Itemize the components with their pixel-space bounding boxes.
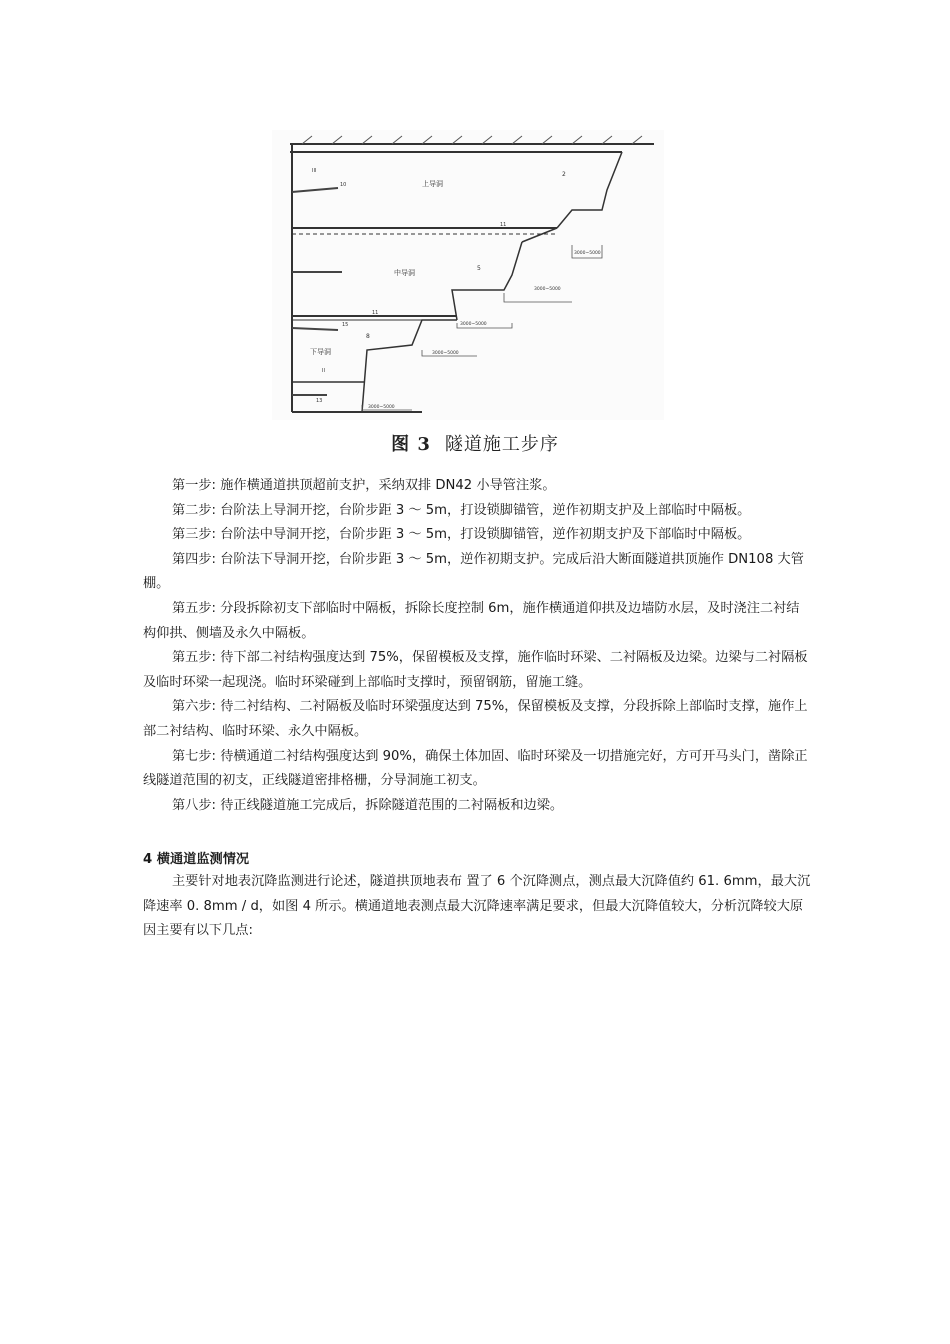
label-roman-13: 13	[316, 398, 323, 404]
tunnel-drawing	[272, 130, 664, 420]
step-paragraph: 第一步: 施作横通道拱顶超前支护，采纳双排 DN42 小导管注浆。	[172, 478, 556, 493]
figure-number: 图 3	[391, 434, 431, 455]
label-roman-10: 10	[340, 182, 347, 188]
dim-label-3: 3000~5000	[460, 322, 487, 327]
construction-steps	[143, 474, 811, 818]
label-roman-11a: 11	[500, 222, 507, 228]
label-step-2: 2	[562, 171, 566, 178]
figure-title: 隧道施工步序	[444, 434, 559, 455]
label-roman-ii: II	[322, 368, 325, 374]
figure-caption	[0, 430, 950, 456]
label-middle-heading: 中导洞	[394, 269, 415, 277]
tunnel-construction-figure	[272, 130, 664, 420]
dim-label-4: 3000~5000	[432, 351, 459, 356]
monitoring-section	[143, 870, 811, 944]
step-paragraph: 第四步: 台阶法下导洞开挖，台阶步距 3 ～ 5m，逆作初期支护。完成后沿大断面隧道拱顶施作 DN108 大管棚。	[143, 551, 804, 592]
dim-label-5: 3000~5000	[368, 405, 395, 410]
step-paragraph: 第八步: 待正线隧道施工完成后，拆除隧道范围的二衬隔板和边梁。	[172, 797, 564, 813]
step-paragraph: 第五步: 分段拆除初支下部临时中隔板，拆除长度控制 6m，施作横通道仰拱及边墙防水层，及时浇注二衬结构仰拱、侧墙及永久中隔板。	[143, 600, 800, 641]
label-upper-heading: 上导洞	[422, 180, 443, 188]
label-roman-11b: 11	[372, 310, 379, 316]
step-paragraph: 第二步: 台阶法上导洞开挖，台阶步距 3 ～ 5m，打设锁脚锚管，逆作初期支护及上部临时中隔板。	[172, 502, 751, 518]
step-paragraph: 第七步: 待横通道二衬结构强度达到 90%，确保土体加固、临时环梁及一切措施完好，方可开马头门，凿除正线隧道范围的初支，正线隧道密排格栅，分导洞施工初支。	[143, 748, 808, 789]
label-step-5: 5	[477, 265, 481, 272]
monitoring-paragraph: 主要针对地表沉降监测进行论述，隧道拱顶地表布 置了 6 个沉降测点，测点最大沉降值约 61. 6mm，最大沉降速率 0. 8mm / d，如图 4 所示。横通道地表测点最大沉降速率满足要求，但最大沉降值较大，分析沉降较大原因主要有以下几点:	[143, 874, 811, 939]
step-paragraph: 第五步: 待下部二衬结构强度达到 75%，保留模板及支撑，施作临时环梁、二衬隔板及边梁。边梁与二衬隔板及临时环梁一起现浇。临时环梁碰到上部临时支撑时，预留钢筋，留施工缝。	[143, 650, 808, 690]
step-paragraph: 第三步: 台阶法中导洞开挖，台阶步距 3 ～ 5m，打设锁脚锚管，逆作初期支护及下部临时中隔板。	[172, 527, 751, 543]
dim-label-1: 3000~5000	[574, 251, 601, 256]
step-paragraph: 第六步: 待二衬结构、二衬隔板及临时环梁强度达到 75%，保留模板及支撑，分段拆除上部临时支撑，施作上部二衬结构、临时环梁、永久中隔板。	[143, 699, 808, 739]
label-lower-heading: 下导洞	[310, 348, 331, 356]
label-roman-15: 15	[342, 322, 349, 328]
dim-label-2: 3000~5000	[534, 287, 561, 292]
section-heading: 4 横通道监测情况	[143, 852, 250, 867]
label-roman-3: III	[312, 168, 317, 174]
label-step-8: 8	[366, 333, 370, 340]
